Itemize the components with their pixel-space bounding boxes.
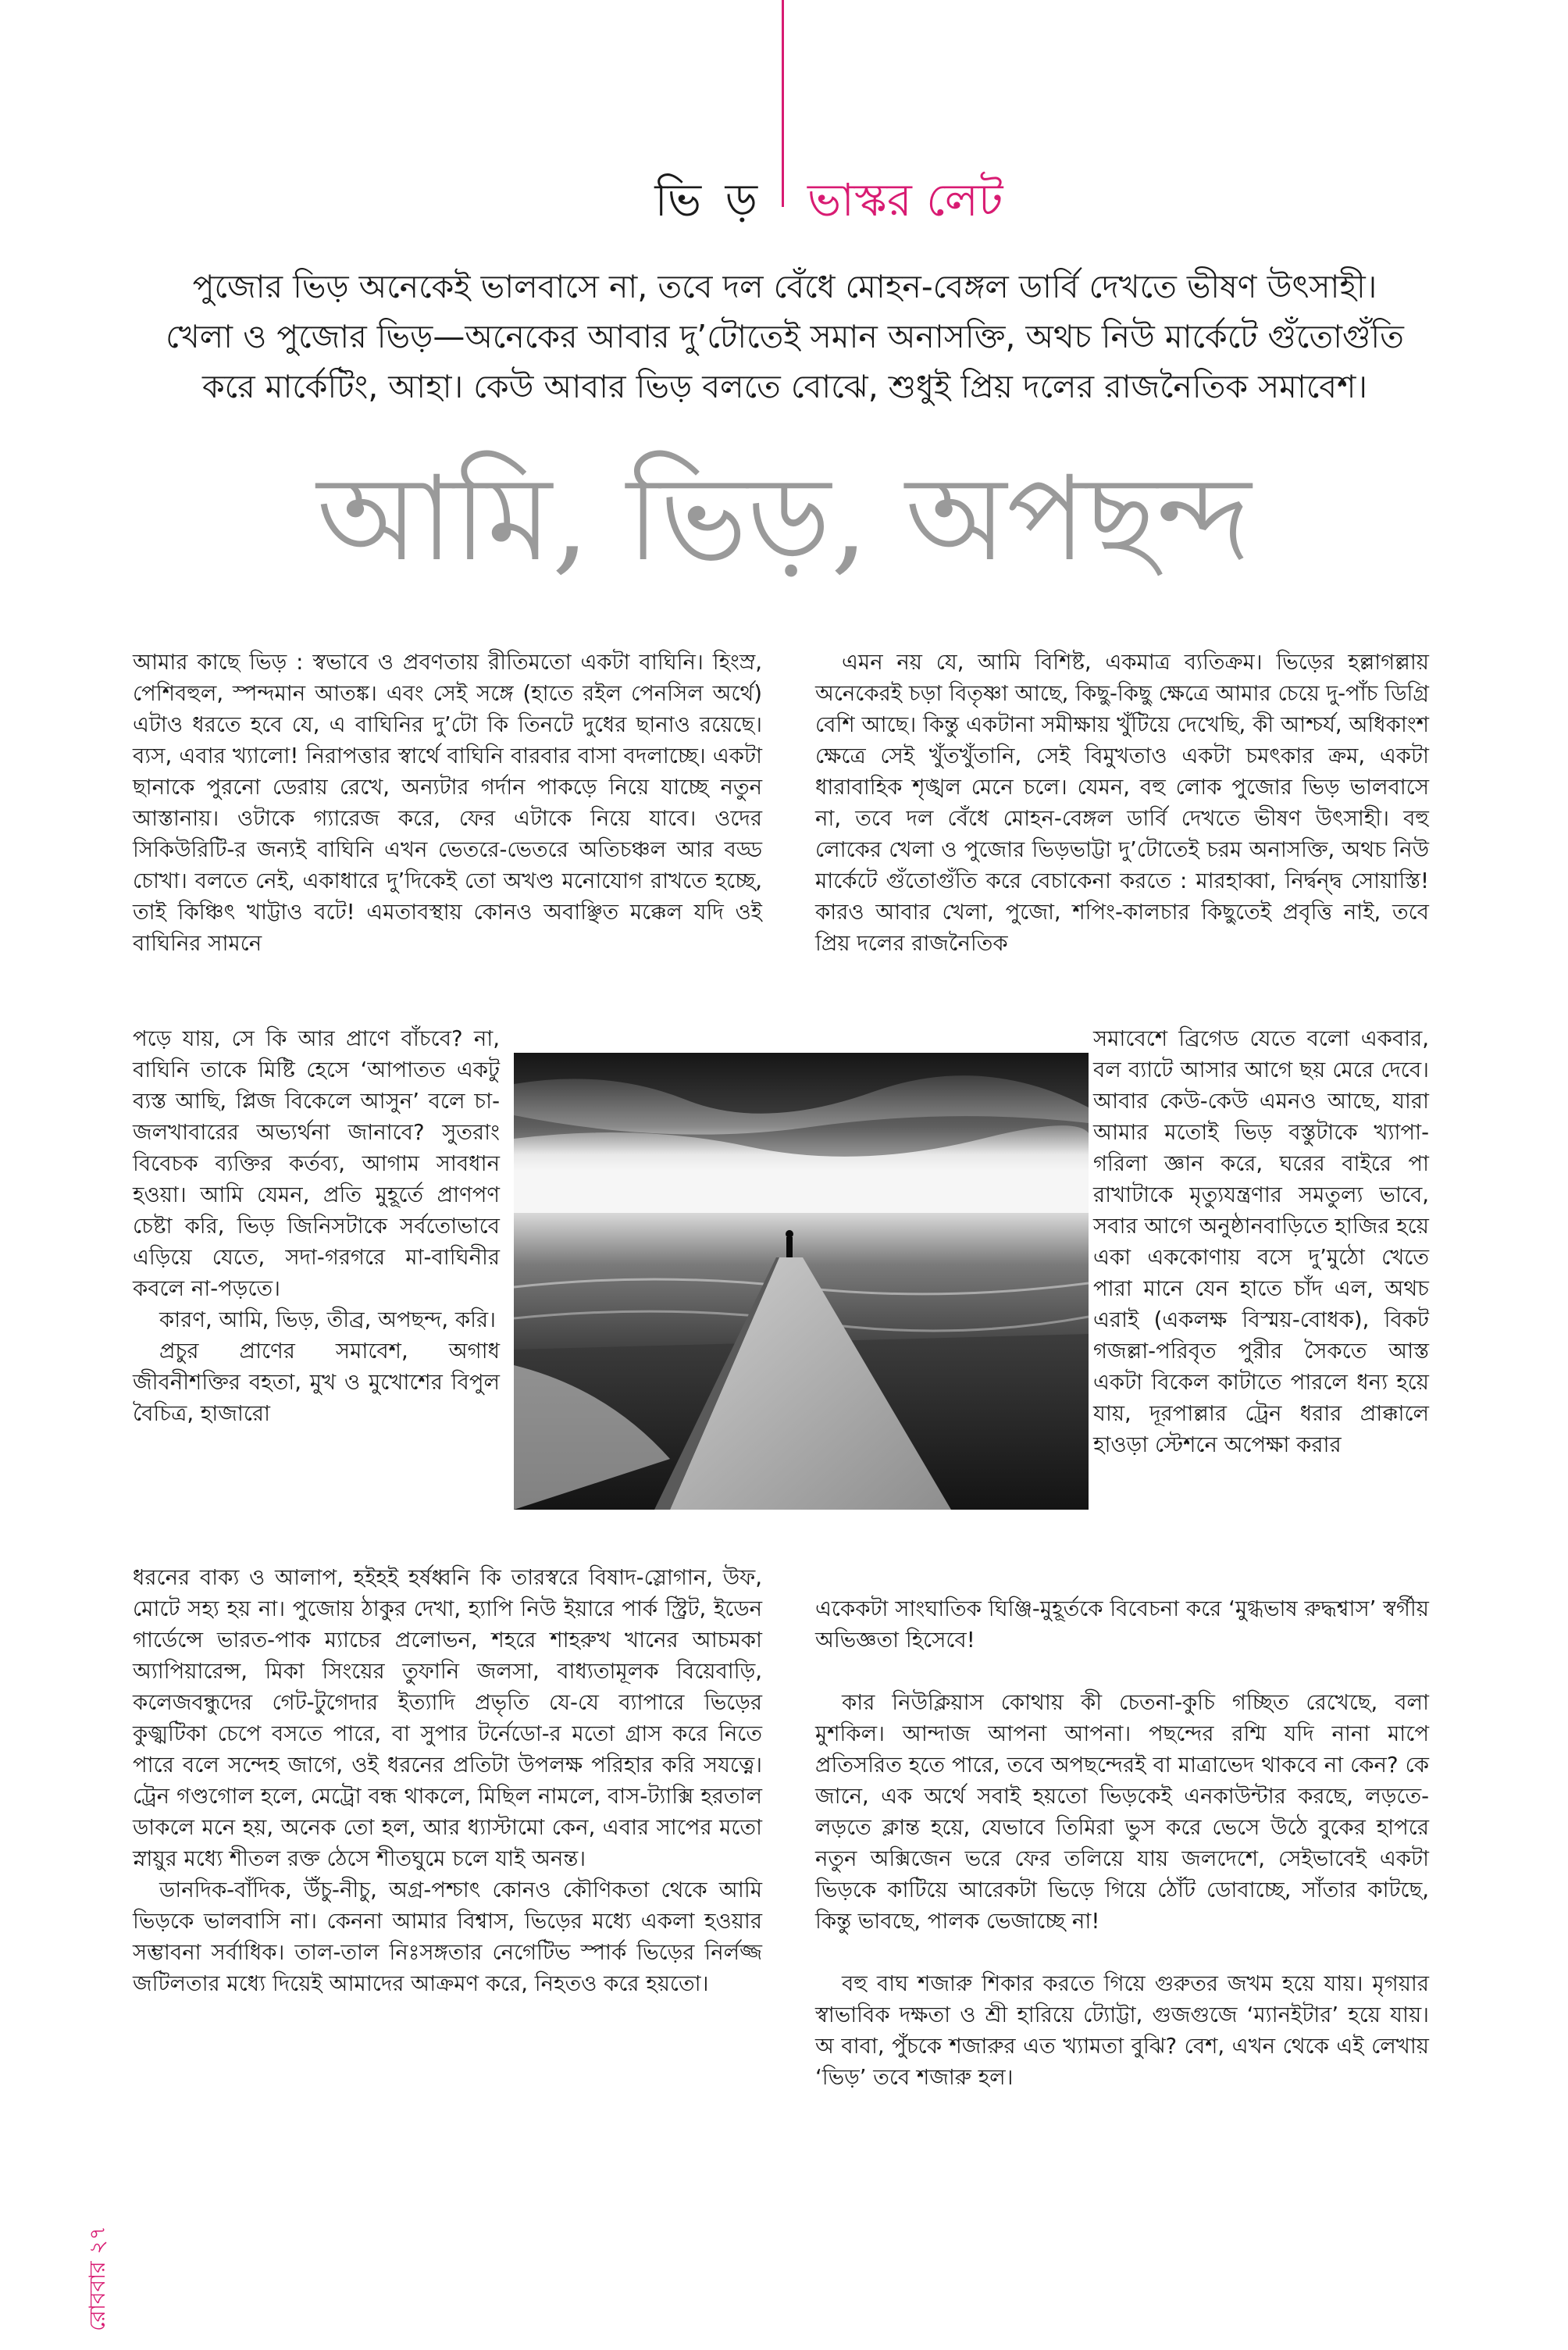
left-paragraph-1-narrow: পড়ে যায়, সে কি আর প্রাণে বাঁচবে? না, বাঘিনি তাকে মিষ্টি হেসে ‘আপাতত একটু ব্যস্ত আছি, প্লিজ বিকেলে আসুন’ বলে চা-জলখাবারের অভ্যর্থনা জানাবে? সুতরাং বিবেচক ব্যক্তির কর্তব্য, আগাম সাবধান হওয়া। আমি যেমন, প্রতি মুহূর্তে প্রাণপণ চেষ্টা করি, ভিড় জিনিসটাকে সর্বতোভাবে এড়িয়ে যেতে, সদা-গরগরে মা-বাঘিনীর কবলে না-পড়তে। [133,1026,500,1301]
left-paragraph-2: কারণ, আমি, ভিড়, তীব্র, অপছন্দ, করি। [159,1307,496,1332]
right-paragraph-1-full: একেকটা সাংঘাতিক ঘিঞ্জি-মুহূর্তকে বিবেচনা করে ‘মুগ্ধভাষ রুদ্ধশ্বাস’ স্বর্গীয় অভিজ্ঞতা হিসেবে! [815,1596,1429,1653]
left-paragraph-4: ডানদিক-বাঁদিক, উঁচু-নীচু, অগ্র-পশ্চাৎ কোনও কৌণিকতা থেকে আমি ভিড়কে ভালবাসি না। কেননা আমার বিশ্বাস, ভিড়ের মধ্যে একলা হওয়ার সম্ভাবনা সর্বাধিক। তাল-তাল নিঃসঙ্গতার নেগেটিভ স্পার্ক ভিড়ের নির্লজ্জ জটিলতার মধ্যে দিয়েই আমাদের আক্রমণ করে, নিহতও করে হয়তো। [133,1878,762,1996]
headline: আমি, ভিড়, অপছন্দ [316,451,1252,587]
left-paragraph-3-full: ধরনের বাক্য ও আলাপ, হইহই হর্ষধ্বনি কি তারস্বরে বিষাদ-স্লোগান, উফ, মোটে সহ্য হয় না। পুজোয় ঠাকুর দেখা, হ্যাপি নিউ ইয়ারে পার্ক স্ট্রিট, ইডেন গার্ডেন্সে ভারত-পাক ম্যাচের প্রলোভন, শহরে শাহরুখ খানের আচমকা অ্যাপিয়ারেন্স, মিকা সিংয়ের তুফানি জলসা, বাধ্যতামূলক বিয়েবাড়ি, কলেজবন্ধুদের গেট-টুগেদার ইত্যাদি প্রভৃতি যে-যে ব্যাপারে ভিড়ের কুজ্ঝটিকা চেপে বসতে পারে, বা সুপার টর্নেডো-র মতো গ্রাস করে নিতে পারে বলে সন্দেহ জাগে, ওই ধরনের প্রতিটা উপলক্ষ পরিহার করি সযত্নে। ট্রেন গণ্ডগোল হলে, মেট্রো বন্ধ থাকলে, মিছিল নামলে, বাস-ট্যাক্সি হরতাল ডাকলে মনে হয়, অনেক তো হল, আর ধ্যাস্টামো কেন, এবার সাপের মতো স্নায়ুর মধ্যে শীতল রক্ত ঠেসে শীতঘুমে চলে যাই অনন্ত। [133,1565,762,1871]
right-paragraph-1-top: এমন নয় যে, আমি বিশিষ্ট, একমাত্র ব্যতিক্রম। ভিড়ের হল্লাগল্লায় অনেকেরই চড়া বিতৃষ্ণা আছে, কিছু-কিছু ক্ষেত্রে আমার চেয়ে দু-পাঁচ ডিগ্রি বেশি আছে। কিন্তু একটানা সমীক্ষায় খুঁটিয়ে দেখেছি, কী আশ্চর্য, অধিকাংশ ক্ষেত্রে সেই খুঁতখুঁতানি, সেই বিমুখতাও একটা চমৎকার ক্রম, একটা ধারাবাহিক শৃঙ্খল মেনে চলে। যেমন, বহু লোক পুজোর ভিড় ভালবাসে না, তবে দল বেঁধে মোহন-বেঙ্গল ডার্বি দেখতে ভীষণ উৎসাহী। বহু লোকের খেলা ও পুজোর ভিড়ভাট্টা দু’টোতেই চরম অনাসক্তি, অথচ নিউ মার্কেটে গুঁতোগুঁতি করে বেচাকেনা করতে : মারহাব্বা, নির্দ্বন্দ্ব সোয়াস্তি! কারও আবার খেলা, পুজো, শপিং-কালচার কিছুতেই প্রবৃত্তি নাই, তবে প্রিয় দলের রাজনৈতিক [815,650,1429,956]
right-paragraph-1-narrow: সমাবেশে ব্রিগেড যেতে বলো একবার, বল ব্যাটে আসার আগে ছয় মেরে দেবে। আবার কেউ-কেউ এমনও আছে, যারা আমার মতোই ভিড় বস্তুটাকে খ্যাপা-গরিলা জ্ঞান করে, ঘরের বাইরে পা রাখাটাকে মৃত্যুযন্ত্রণার সমতুল্য ভাবে, সবার আগে অনুষ্ঠানবাড়িতে হাজির হয়ে একা এককোণায় বসে দু’মুঠো খেতে পারা মানে যেন হাতে চাঁদ এল, অথচ এরাই (একলক্ষ বিস্ময়-বোধক), বিকট গজল্লা-পরিবৃত পুরীর সৈকতে আস্ত একটা বিকেল কাটাতে পারলে ধন্য হয়ে যায়, দূরপাল্লার ট্রেন ধরার প্রাক্কালে হাওড়া স্টেশনে অপেক্ষা করার [1093,1026,1429,1457]
left-column-narrow [133,1023,500,1429]
page-folio: রোববার ২৭ [84,2226,110,2331]
left-paragraph-1-top: আমার কাছে ভিড় : স্বভাবে ও প্রবণতায় রীতিমতো একটা বাঘিনি। হিংস্র, পেশিবহুল, স্পন্দমান আতঙ্ক। এবং সেই সঙ্গে (হাতে রইল পেনসিল অর্থে) এটাও ধরতে হবে যে, এ বাঘিনির দু’টো কি তিনটে দুধের ছানাও রয়েছে। ব্যস, এবার খ্যালো! নিরাপত্তার স্বার্থে বাঘিনি বারবার বাসা বদলাচ্ছে। একটা ছানাকে পুরনো ডেরায় রেখে, অন্যটার গর্দান পাকড়ে নিয়ে যাচ্ছে নতুন আস্তানায়। ওটাকে গ্যারেজ করে, ফের এটাকে নিয়ে যাবে। ওদের সিকিউরিটি-র জন্যই বাঘিনি এখন ভেতরে-ভেতরে অতিচঞ্চল আর বড্ড চোখা। বলতে নেই, একাধারে দু’দিকেই তো অখণ্ড মনোযোগ রাখতে হচ্ছে, তাই কিঞ্চিৎ খাট্টাও বটে! এমতাবস্থায় কোনও অবাঞ্ছিত মক্কেল যদি ওই বাঘিনির সামনে [133,650,762,956]
right-paragraph-2: কার নিউক্লিয়াস কোথায় কী চেতনা-কুচি গচ্ছিত রেখেছে, বলা মুশকিল। আন্দাজ আপনা আপনা। পছন্দের রশ্মি যদি নানা মাপে প্রতিসরিত হতে পারে, তবে অপছন্দেরই বা মাত্রাভেদ থাকবে না কেন? কে জানে, এক অর্থে সবাই হয়তো ভিড়কেই এনকাউন্টার করছে, লড়তে-লড়তে ক্লান্ত হয়ে, যেভাবে তিমিরা ভুস করে ভেসে উঠে বুকের হাপরে নতুন অক্সিজেন ভরে ফের তলিয়ে যায় জলদেশে, সেইভাবেই একটা ভিড়কে কাটিয়ে আরেকটা ভিড়ে গিয়ে ঠোঁট ডোবাচ্ছে, সাঁতার কাটছে, কিন্তু ভাবছে, পালক ভেজাচ্ছে না! [815,1690,1429,1934]
right-paragraph-3: বহু বাঘ শজারু শিকার করতে গিয়ে গুরুতর জখম হয়ে যায়। মৃগয়ার স্বাভাবিক দক্ষতা ও শ্রী হারিয়ে ট্যোট্টা, গুজগুজে ‘ম্যানইটার’ হয়ে যায়। অ বাবা, পুঁচকে শজারুর এত খ্যামতা বুঝি? বেশ, এখন থেকে এই লেখায় ‘ভিড়’ তবে শজারু হল। [815,1971,1429,2090]
pier-photo [514,1053,1089,1510]
author-name: ভাস্কর লেট [807,173,1003,226]
right-column-top [815,647,1429,959]
right-column-bottom [815,1593,1429,2093]
header-divider [782,0,784,207]
section-name: ভি ড় [654,173,762,226]
standfirst: পুজোর ভিড় অনেকেই ভালবাসে না, তবে দল বেঁধে মোহন-বেঙ্গল ডার্বি দেখতে ভীষণ উৎসাহী। খেলা ও পুজোর ভিড়—অনেকের আবার দু’টোতেই সমান অনাসক্তি, অথচ নিউ মার্কেটে গুঁতোগুঁতি করে মার্কেটিং, আহা। কেউ আবার ভিড় বলতে বোঝে, শুধুই প্রিয় দলের রাজনৈতিক সমাবেশ। [166,268,1404,405]
photo-figure [786,1237,793,1257]
left-paragraph-3-narrow: প্রচুর প্রাণের সমাবেশ, অগাধ জীবনীশক্তির বহতা, মুখ ও মুখোশের বিপুল বৈচিত্র, হাজারো [133,1339,500,1426]
left-column-bottom [133,1562,762,1999]
left-column-top [133,647,762,959]
right-column-narrow [1093,1023,1429,1460]
pier-photo-svg [514,1053,1089,1510]
